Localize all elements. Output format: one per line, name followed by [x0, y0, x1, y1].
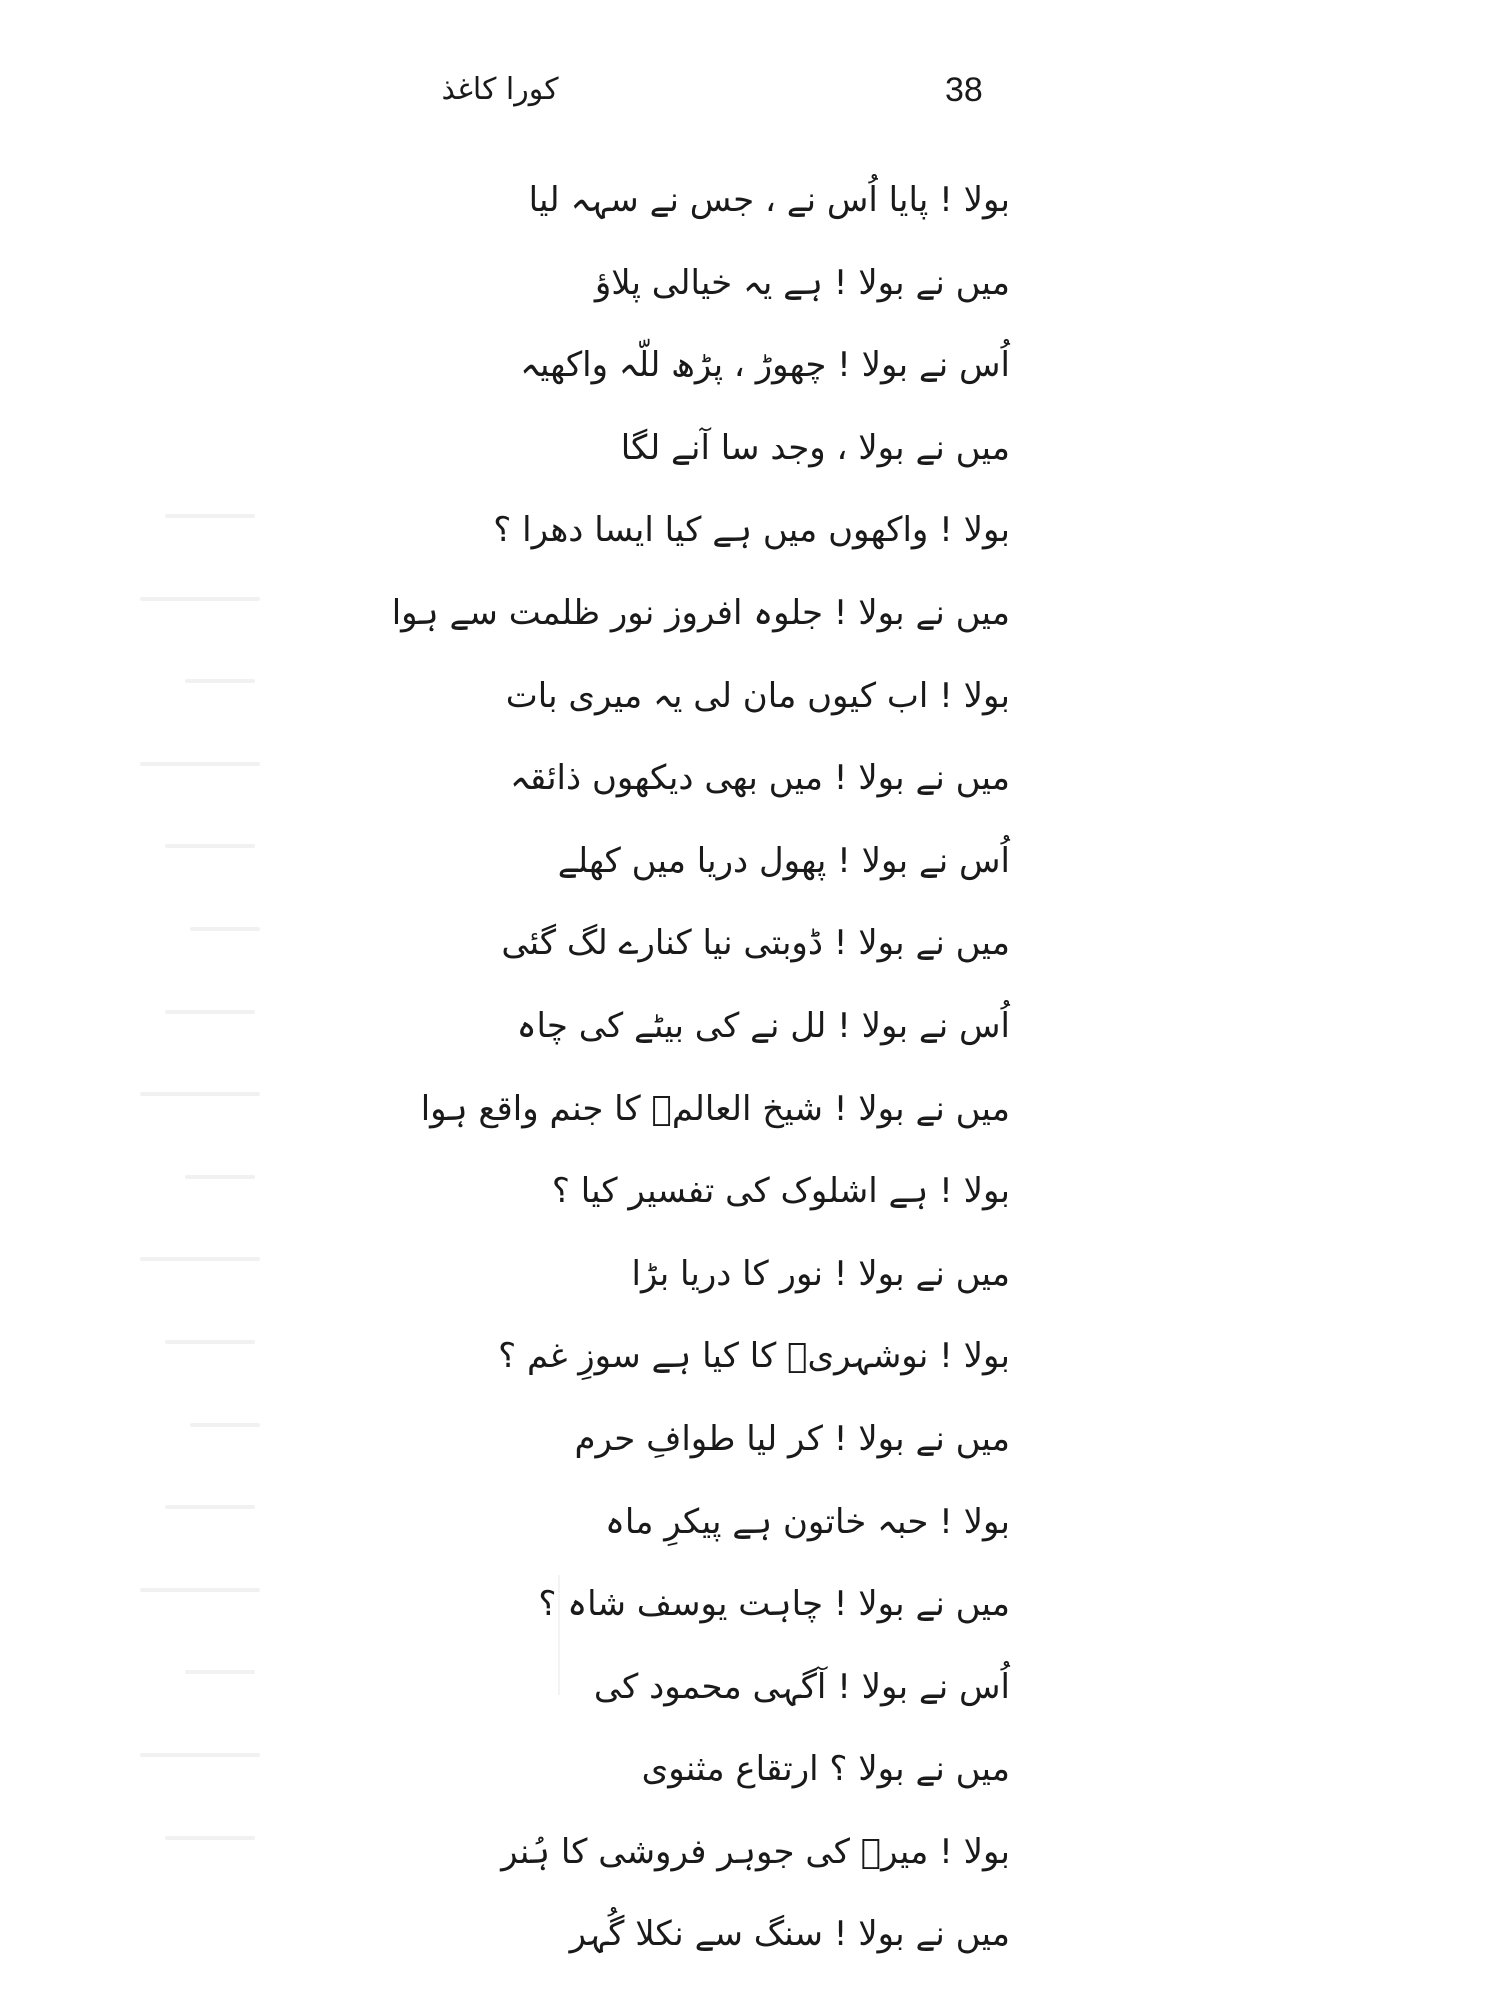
show-through-mark: [125, 480, 265, 563]
verse-line: بولا ! ہے اشلوک کی تفسیر کیا ؟: [551, 1171, 1010, 1212]
verse-line: میں نے بولا ، وجد سا آنے لگا: [620, 427, 1010, 468]
show-through-mark: [125, 893, 265, 976]
verse-line: میں نے بولا ! شیخ العالمؒ کا جنم واقع ہوا: [420, 1088, 1010, 1129]
page-number: 38: [945, 71, 983, 109]
verse-line: میں نے بولا ! ڈوبتی نیا کنارے لگ گئی: [501, 923, 1010, 964]
verse-line: میں نے بولا ! میں بھی دیکھوں ذائقہ: [509, 758, 1010, 799]
show-through-mark: [125, 1141, 265, 1224]
verse-line: میں نے بولا ! سنگ سے نکلا گُہر: [569, 1914, 1010, 1955]
verse-line: میں نے بولا ! چاہت یوسف شاہ ؟: [538, 1584, 1010, 1625]
verse-line: میں نے بولا ! کر لیا طوافِ حرم: [574, 1418, 1010, 1459]
verse-line: بولا ! نوشہریؔ کا کیا ہے سوزِ غم ؟: [498, 1336, 1010, 1377]
show-through-mark: [125, 810, 265, 893]
show-through-mark: [125, 1223, 265, 1306]
verse-line: اُس نے بولا ! چھوڑ ، پڑھ للّہ واکھیہ: [520, 345, 1010, 386]
show-through-mark: [125, 1802, 265, 1885]
verse-line: بولا ! اب کیوں مان لی یہ میری بات: [505, 675, 1010, 716]
verse-line: بولا ! حبہ خاتون ہے پیکرِ ماہ: [604, 1501, 1010, 1542]
show-through-mark: [125, 728, 265, 811]
verse-line: اُس نے بولا ! آگہی محمود کی: [593, 1666, 1010, 1707]
verse-line: میں نے بولا ! ہے یہ خیالی پلاؤ: [594, 262, 1010, 303]
show-through-mark: [125, 645, 265, 728]
verse-line: اُس نے بولا ! پھول دریا میں کھلے: [557, 840, 1010, 881]
show-through-mark: [125, 1554, 265, 1637]
show-through-mark: [125, 1306, 265, 1389]
verse-line: میں نے بولا ! جلوہ افروز نور ظلمت سے ہوا: [391, 592, 1010, 633]
show-through-from-reverse-page: [125, 480, 265, 1884]
show-through-mark: [125, 1636, 265, 1719]
show-through-mark: [125, 563, 265, 646]
poem-body: [391, 172, 1010, 1989]
verse-line: اُس نے بولا ! لل نے کی بیٹے کی چاہ: [516, 1005, 1010, 1046]
verse-line: بولا ! واکھوں میں ہے کیا ایسا دھرا ؟: [493, 510, 1010, 551]
running-header-title: کورا کاغذ: [441, 72, 559, 107]
show-through-mark: [125, 1471, 265, 1554]
show-through-mark: [125, 1719, 265, 1802]
verse-line: میں نے بولا ! نور کا دریا بڑا: [631, 1253, 1010, 1294]
verse-line: بولا ! میرؔ کی جوہر فروشی کا ہُنر: [501, 1831, 1010, 1872]
show-through-mark: [125, 976, 265, 1059]
show-through-mark: [125, 1058, 265, 1141]
show-through-mark: [125, 1389, 265, 1472]
verse-line: بولا ! پایا اُس نے ، جس نے سہہ لیا: [528, 180, 1010, 220]
verse-line: میں نے بولا ؟ ارتقاع مثنوی: [641, 1749, 1010, 1790]
